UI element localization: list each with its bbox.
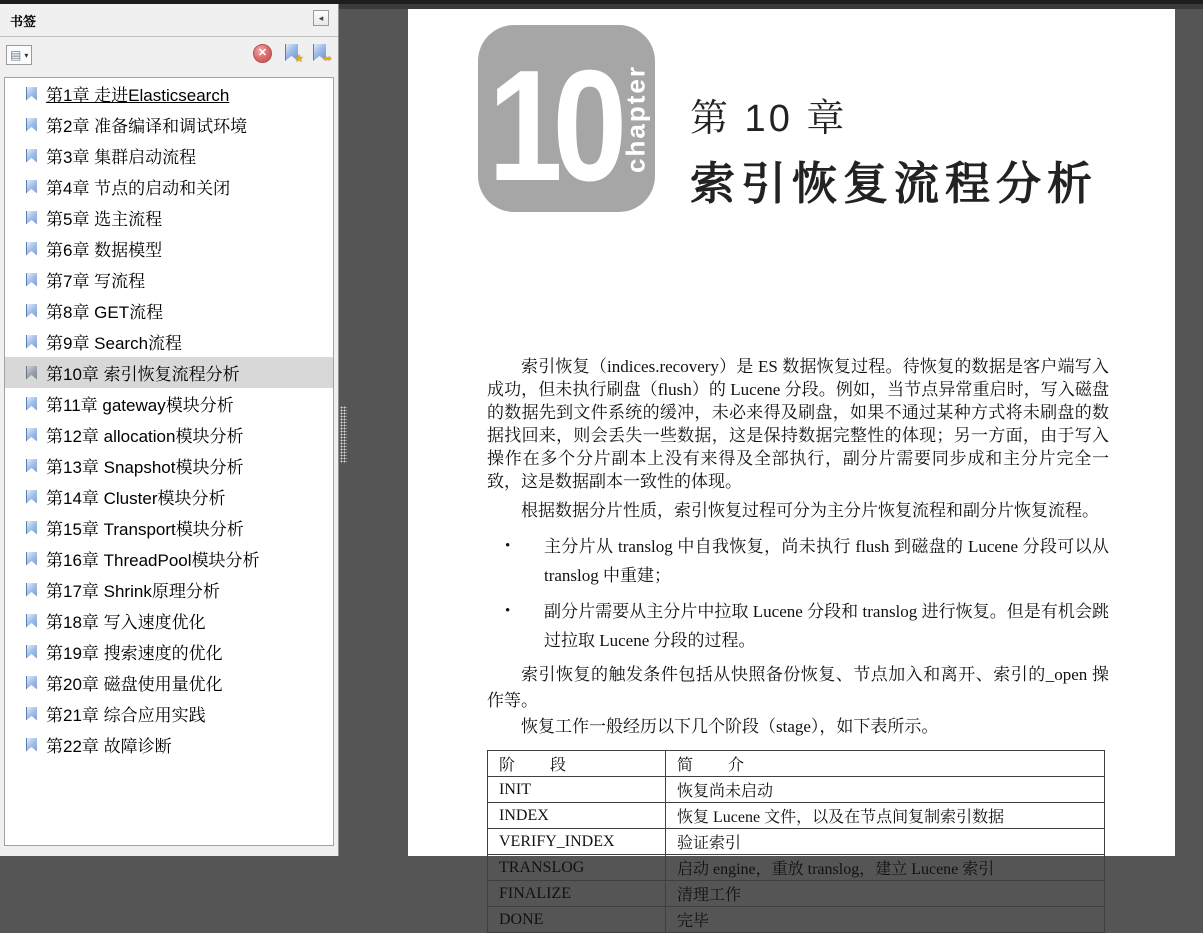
desc-cell: 完毕: [666, 907, 1105, 933]
bookmark-item-label: 第4章 节点的启动和关闭: [46, 179, 231, 198]
bookmark-item-label: 第5章 选主流程: [46, 210, 163, 229]
bookmark-item-label: 第15章 Transport模块分析: [46, 520, 244, 539]
window-top-edge: [0, 0, 1203, 4]
bookmark-item-label: 第18章 写入速度优化: [46, 613, 206, 632]
bookmark-item-label: 第12章 allocation模块分析: [46, 427, 244, 446]
panel-resize-grip[interactable]: [340, 406, 347, 463]
bookmark-flag-icon: [26, 149, 37, 163]
bookmark-flag-icon: [26, 87, 37, 101]
bookmark-item[interactable]: [5, 543, 333, 574]
bookmark-flag-icon: [26, 273, 37, 287]
new-bookmark-button[interactable]: [285, 44, 304, 65]
bookmark-item[interactable]: [5, 109, 333, 140]
bookmark-item[interactable]: [5, 295, 333, 326]
arrow-icon: ➥: [322, 53, 332, 65]
stage-cell: VERIFY_INDEX: [488, 829, 666, 855]
chapter-word-vertical: chapter: [620, 64, 651, 173]
stage-cell: INIT: [488, 777, 666, 803]
bookmarks-list: [4, 77, 334, 846]
bookmarks-panel: [0, 0, 339, 856]
expand-current-bookmark-button[interactable]: [313, 44, 332, 65]
bookmark-item[interactable]: [5, 326, 333, 357]
star-icon: ★: [294, 53, 304, 65]
table-row: [488, 907, 1105, 933]
bookmark-flag-icon: [26, 304, 37, 318]
bookmark-item-label: 第6章 数据模型: [46, 241, 163, 260]
bookmark-item[interactable]: [5, 481, 333, 512]
bullet-item: • 副分片需要从主分片中拉取 Lucene 分段和 translog 进行恢复。但是有机会跳过拉取 Lucene 分段的过程。: [544, 597, 1109, 655]
bookmark-item[interactable]: [5, 605, 333, 636]
bookmark-item[interactable]: [5, 636, 333, 667]
bookmark-item-label: 第1章 走进Elasticsearch: [46, 86, 230, 105]
bookmark-flag-icon: [26, 614, 37, 628]
bookmark-item-label: 第2章 准备编译和调试环境: [46, 117, 248, 136]
bookmark-item[interactable]: [5, 140, 333, 171]
bookmark-item-label: 第13章 Snapshot模块分析: [46, 458, 244, 477]
table-header-row: [488, 751, 1105, 777]
desc-cell: 恢复 Lucene 文件，以及在节点间复制索引数据: [666, 803, 1105, 829]
bookmark-flag-icon: [26, 428, 37, 442]
chapter-heading-line2: 索引恢复流程分析: [690, 158, 1099, 209]
bookmark-item[interactable]: [5, 667, 333, 698]
bookmark-item[interactable]: [5, 357, 333, 388]
bookmark-item[interactable]: [5, 264, 333, 295]
bookmark-item[interactable]: [5, 419, 333, 450]
bookmark-flag-icon: [26, 583, 37, 597]
chapter-heading-line1: 第 10 章: [690, 98, 848, 140]
bookmark-flag-icon: [26, 552, 37, 566]
stage-cell: INDEX: [488, 803, 666, 829]
options-list-icon: ▤: [10, 48, 22, 62]
bookmark-item-label: 第3章 集群启动流程: [46, 148, 197, 167]
bookmark-item[interactable]: [5, 729, 333, 760]
bookmark-flag-icon: [26, 242, 37, 256]
table-row: [488, 803, 1105, 829]
table-row: [488, 855, 1105, 881]
bookmark-item-label: 第9章 Search流程: [46, 334, 183, 353]
bookmark-item[interactable]: [5, 233, 333, 264]
bookmark-flag-icon: [26, 676, 37, 690]
chapter-number: 10: [488, 38, 617, 214]
bookmark-item[interactable]: [5, 512, 333, 543]
page-body: [487, 355, 1109, 933]
stage-cell: DONE: [488, 907, 666, 933]
bookmark-item[interactable]: [5, 698, 333, 729]
bookmark-flag-icon: [26, 335, 37, 349]
paragraph-triggers: 索引恢复的触发条件包括从快照备份恢复、节点加入和离开、索引的_open 操作等。: [487, 665, 1109, 710]
pdf-page: [408, 4, 1175, 930]
bookmark-item-label: 第14章 Cluster模块分析: [46, 489, 226, 508]
paragraph-shard-types: 根据数据分片性质，索引恢复过程可分为主分片恢复流程和副分片恢复流程。: [521, 501, 1099, 520]
bookmarks-panel-title: 书签: [10, 14, 37, 29]
paragraph-intro: 索引恢复（indices.recovery）是 ES 数据恢复过程。待恢复的数据是客户端写入成功，但未执行刷盘（flush）的 Lucene 分段。例如，当节点异常重启时，写入磁盘的数据先到文件系统的缓冲，未必来得及刷盘，如果不通过某种方式将未刷盘的数据找回来，则会丢失一些数据，这是保持数据完整性的体现；另一方面，由于写入操作在多个分片副本上没有来得及全部执行，副分片需要同步成和主分片完全一致，这是数据副本一致性的体现。: [487, 357, 1109, 491]
bookmark-flag-icon: [26, 366, 37, 380]
stage-cell: TRANSLOG: [488, 855, 666, 881]
desc-cell: 恢复尚未启动: [666, 777, 1105, 803]
bookmark-item-label: 第19章 搜索速度的优化: [46, 644, 223, 663]
bookmark-item-label: 第21章 综合应用实践: [46, 706, 206, 725]
table-body: [488, 777, 1105, 933]
column-header-desc: 简 介: [666, 751, 1105, 777]
stage-cell: FINALIZE: [488, 881, 666, 907]
table-row: [488, 829, 1105, 855]
bookmarks-toolbar: [0, 37, 338, 77]
bookmark-item[interactable]: [5, 202, 333, 233]
bookmark-item-label: 第16章 ThreadPool模块分析: [46, 551, 260, 570]
bookmark-flag-icon: [26, 459, 37, 473]
bookmark-item[interactable]: [5, 388, 333, 419]
bookmark-item-label: 第8章 GET流程: [46, 303, 164, 322]
bookmark-flag-icon: [26, 738, 37, 752]
bookmark-flag-icon: [26, 707, 37, 721]
chevron-down-icon: ▾: [24, 50, 29, 60]
bookmark-flag-icon: [26, 397, 37, 411]
paragraph-stages-intro: 恢复工作一般经历以下几个阶段（stage），如下表所示。: [521, 717, 939, 736]
bookmark-flag-icon: [26, 118, 37, 132]
bookmark-item-label: 第10章 索引恢复流程分析: [46, 365, 240, 384]
collapse-arrow-icon: ◂: [318, 13, 324, 23]
bookmark-options-button[interactable]: [6, 45, 32, 65]
column-header-stage: 阶 段: [488, 751, 666, 777]
bookmark-item-label: 第17章 Shrink原理分析: [46, 582, 220, 601]
bookmark-item[interactable]: [5, 78, 333, 109]
bookmark-flag-icon: [26, 211, 37, 225]
bookmark-item-label: 第22章 故障诊断: [46, 737, 172, 756]
bookmark-flag-icon: [26, 180, 37, 194]
bookmark-item-label: 第11章 gateway模块分析: [46, 396, 234, 415]
chapter-number-badge: [478, 25, 655, 212]
bookmark-item[interactable]: [5, 171, 333, 202]
bookmark-flag-icon: [26, 645, 37, 659]
bookmark-item[interactable]: [5, 450, 333, 481]
recovery-stage-table: [487, 750, 1105, 933]
bookmark-item[interactable]: [5, 574, 333, 605]
bookmarks-panel-header: [0, 0, 338, 37]
desc-cell: 清理工作: [666, 881, 1105, 907]
bookmark-flag-icon: [26, 521, 37, 535]
desc-cell: 验证索引: [666, 829, 1105, 855]
panel-collapse-button[interactable]: [313, 10, 329, 26]
bullet-item: • 主分片从 translog 中自我恢复，尚未执行 flush 到磁盘的 Lucene 分段可以从 translog 中重建；: [544, 532, 1109, 590]
table-row: [488, 777, 1105, 803]
desc-cell: 启动 engine，重放 translog，建立 Lucene 索引: [666, 855, 1105, 881]
delete-bookmark-button[interactable]: [253, 44, 272, 63]
delete-x-icon: ✕: [257, 47, 268, 59]
table-row: [488, 881, 1105, 907]
recovery-bullet-list: [487, 532, 1109, 655]
bookmark-item-label: 第7章 写流程: [46, 272, 146, 291]
bookmark-flag-icon: [26, 490, 37, 504]
bookmark-item-label: 第20章 磁盘使用量优化: [46, 675, 223, 694]
